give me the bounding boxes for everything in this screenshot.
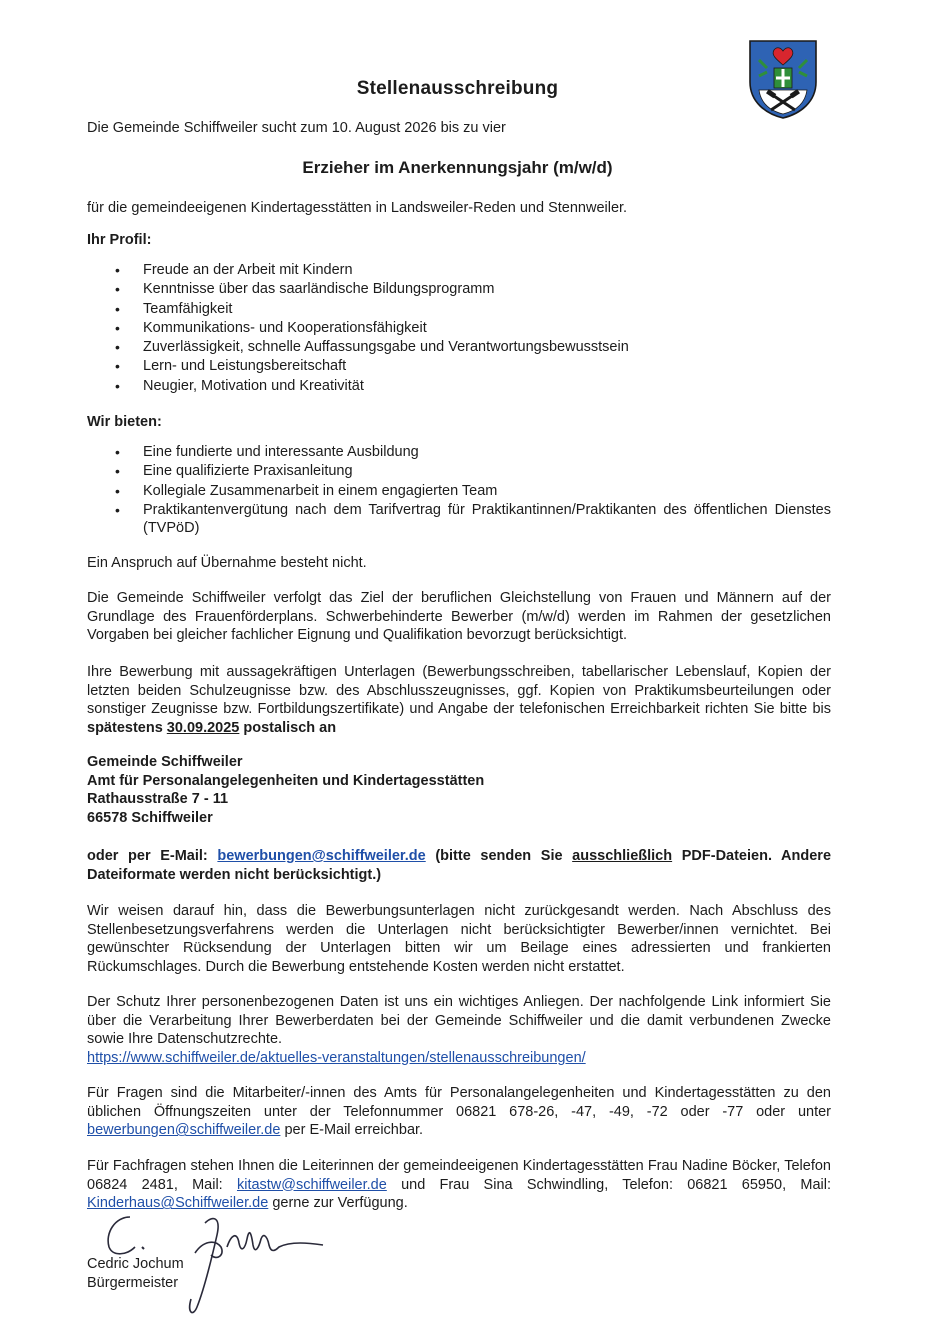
equality-text: Die Gemeinde Schiffweiler verfolgt das Ziel der beruflichen Gleichstellung von Frauen und Männern auf der Grundlage des Frauenförderplans. Schwerbehinderte Bewerber (m/w/d) werden im Rahmen der gesetzlichen Vorgaben bei gleicher fachlicher Eignung und Qualifikation bevorzugt berücksichtigt.	[87, 590, 831, 644]
list-item: • Freude an der Arbeit mit Kindern	[87, 261, 831, 280]
address-line: Rathausstraße 7 - 11	[87, 791, 229, 807]
email-suffix: PDF-Dateien. Andere Dateiformate werden nicht berücksichtigt.)	[87, 848, 832, 883]
offer-list	[87, 443, 831, 538]
questions-body: Für Fragen sind die Mitarbeiter/-innen des Amts für Personalangelegenheiten und Kindertagesstätten zu den üblichen Öffnungszeiten unter der Telefonnummer 06821 678-26, -47, -49, -72 oder -77 oder unter	[87, 1085, 831, 1120]
list-item: • Kenntnisse über das saarländische Bildungsprogramm	[87, 280, 831, 299]
location-text: für die gemeindeeigenen Kindertagesstätten in Landsweiler-Reden und Stennweiler.	[87, 200, 628, 216]
specialist-body-2: und Frau Sina Schwindling, Telefon: 06821 65950, Mail:	[401, 1176, 832, 1193]
kita-email-link[interactable]: kitastw@schiffweiler.de	[236, 1176, 387, 1193]
list-item: • Neugier, Motivation und Kreativität	[87, 377, 831, 396]
specialist-body-1: Für Fachfragen stehen Ihnen die Leiterinnen der gemeindeeigenen Kindertagesstätten Frau Nadine Böcker, Telefon 06824 2481, Mail:	[87, 1158, 831, 1193]
specialist-body-3: gerne zur Verfügung.	[272, 1195, 408, 1212]
offer-heading: Wir bieten:	[87, 414, 162, 430]
questions-email-link[interactable]: bewerbungen@schiffweiler.de	[87, 1122, 281, 1139]
privacy-text	[87, 993, 831, 1067]
deadline-suffix: postalisch an	[243, 719, 337, 736]
privacy-link[interactable]: https://www.schiffweiler.de/aktuelles-veranstaltungen/stellenausschreibungen/	[87, 1049, 586, 1066]
profile-heading: Ihr Profil:	[87, 232, 152, 248]
deadline-date: 30.09.2025	[166, 719, 240, 736]
list-item: • Kollegiale Zusammenarbeit in einem engagierten Team	[87, 482, 831, 501]
application-text	[87, 663, 831, 737]
deadline-prefix: spätestens	[87, 719, 163, 736]
questions-suffix: per E-Mail erreichbar.	[284, 1122, 424, 1139]
signatory-name: Cedric Jochum	[87, 1256, 184, 1272]
profile-list	[87, 261, 831, 396]
signatory	[87, 1255, 184, 1292]
kinderhaus-email-link[interactable]: Kinderhaus@Schiffweiler.de	[87, 1195, 269, 1212]
email-middle: (bitte senden Sie	[435, 848, 563, 864]
list-item: • Eine fundierte und interessante Ausbildung	[87, 443, 831, 462]
email-emphasis: ausschließlich	[572, 848, 673, 864]
return-notice-text: Wir weisen darauf hin, dass die Bewerbungsunterlagen nicht zurückgesandt werden. Nach Abschluss des Stellenbesetzungsverfahrens werden die Unterlagen nicht berücksichtigter Bewerber/innen vernichtet. Bei gewünschter Rücksendung der Unterlagen bitten wir um Beilage eines adressierten und frankierten Rückumschlages. Durch die Bewerbung entstehende Kosten werden nicht erstattet.	[87, 903, 831, 975]
email-application-note	[87, 847, 831, 884]
address-line: Gemeinde Schiffweiler	[87, 754, 243, 770]
application-email-link[interactable]: bewerbungen@schiffweiler.de	[217, 848, 426, 864]
postal-address	[87, 753, 484, 827]
privacy-body: Der Schutz Ihrer personenbezogenen Daten ist uns ein wichtiges Anliegen. Der nachfolgende Link informiert Sie über die Verarbeitung Ihrer Bewerberdaten bei der Gemeinde Schiffweiler und die damit verbundenen Zwecke sowie Ihre Datenschutzrechte.	[87, 994, 831, 1048]
page-title: Stellenausschreibung	[356, 78, 559, 99]
list-item: • Zuverlässigkeit, schnelle Auffassungsgabe und Verantwortungsbewusstsein	[87, 338, 831, 357]
list-item: • Lern- und Leistungsbereitschaft	[87, 357, 831, 376]
list-item: • Praktikantenvergütung nach dem Tarifvertrag für Praktikantinnen/Praktikanten des öffentlichen Dienstes (TVPöD)	[87, 501, 831, 538]
list-item: • Teamfähigkeit	[87, 300, 831, 319]
email-prefix: oder per E-Mail:	[87, 848, 208, 864]
intro-text: Die Gemeinde Schiffweiler sucht zum 10. August 2026 bis zu vier	[87, 120, 506, 136]
signatory-role: Bürgermeister	[87, 1274, 179, 1291]
address-line: 66578 Schiffweiler	[87, 809, 213, 826]
list-item: • Eine qualifizierte Praxisanleitung	[87, 462, 831, 481]
no-takeover-text: Ein Anspruch auf Übernahme besteht nicht.	[87, 555, 367, 571]
list-item: • Kommunikations- und Kooperationsfähigkeit	[87, 319, 831, 338]
application-body: Ihre Bewerbung mit aussagekräftigen Unterlagen (Bewerbungsschreiben, tabellarischer Lebenslauf, Kopien der letzten beiden Schulzeugnisse bzw. des Abschlusszeugnisses, ggf. Kopien von Praktikumsbeurteilungen oder sonstiger Zeugnisse bzw. Fortbildungszertifikate) und Angabe der telefonischen Erreichbarkeit richten Sie bitte bis	[87, 664, 831, 718]
address-line: Amt für Personalangelegenheiten und Kindertagesstätten	[87, 772, 485, 789]
job-title: Erzieher im Anerkennungsjahr (m/w/d)	[302, 158, 613, 177]
questions-text	[87, 1084, 831, 1140]
